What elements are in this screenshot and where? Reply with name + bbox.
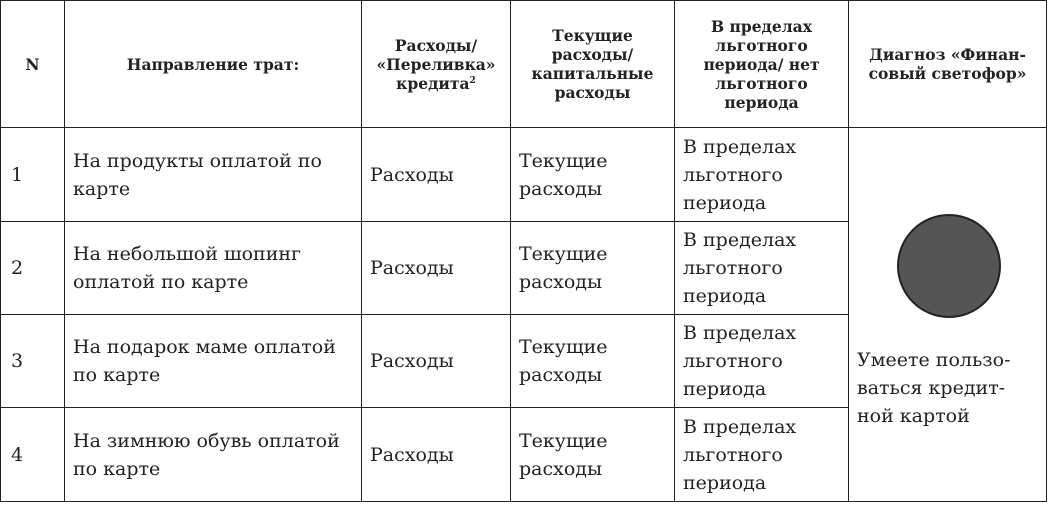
row-direction: На небольшой шопинг оплатой по карте: [65, 222, 362, 315]
row-number: 2: [1, 222, 65, 315]
row-direction: На продукты оплатой по карте: [65, 128, 362, 222]
row-direction: На подарок маме оплатой по карте: [65, 315, 362, 408]
row-expenses: Расходы: [362, 128, 511, 222]
row-current: Текущие расходы: [511, 408, 675, 502]
row-expenses: Расходы: [362, 315, 511, 408]
row-expenses: Расходы: [362, 408, 511, 502]
row-current: Текущие расходы: [511, 315, 675, 408]
footnote-mark: 2: [469, 75, 476, 86]
row-current: Текущие расходы: [511, 128, 675, 222]
header-expenses-label: Расходы/ «Переливка» кредита: [376, 35, 496, 93]
row-number: 3: [1, 315, 65, 408]
header-direction: Направление трат:: [65, 1, 362, 128]
header-diagnosis: Диагноз «Финан-совый светофор»: [849, 1, 1047, 128]
row-expenses: Расходы: [362, 222, 511, 315]
traffic-light-wrap: [857, 214, 1040, 318]
table-row: [1, 128, 1047, 222]
header-grace: В пределах льготного периода/ нет льготного периода: [675, 1, 849, 128]
row-grace: В пределах льготного периода: [675, 315, 849, 408]
diagnosis-text: Умеете пользо-ваться кредит-ной картой: [857, 349, 1011, 427]
header-n: N: [1, 1, 65, 128]
row-current: Текущие расходы: [511, 222, 675, 315]
row-number: 4: [1, 408, 65, 502]
row-number: 1: [1, 128, 65, 222]
header-row: [1, 1, 1047, 128]
row-grace: В пределах льготного периода: [675, 408, 849, 502]
row-grace: В пределах льготного периода: [675, 222, 849, 315]
header-expenses: [362, 1, 511, 128]
traffic-light-circle: [897, 214, 1001, 318]
row-direction: На зимнюю обувь оплатой по карте: [65, 408, 362, 502]
header-current: Текущие расходы/ капитальные расходы: [511, 1, 675, 128]
diagnosis-cell: [849, 128, 1047, 502]
row-grace: В пределах льготного периода: [675, 128, 849, 222]
